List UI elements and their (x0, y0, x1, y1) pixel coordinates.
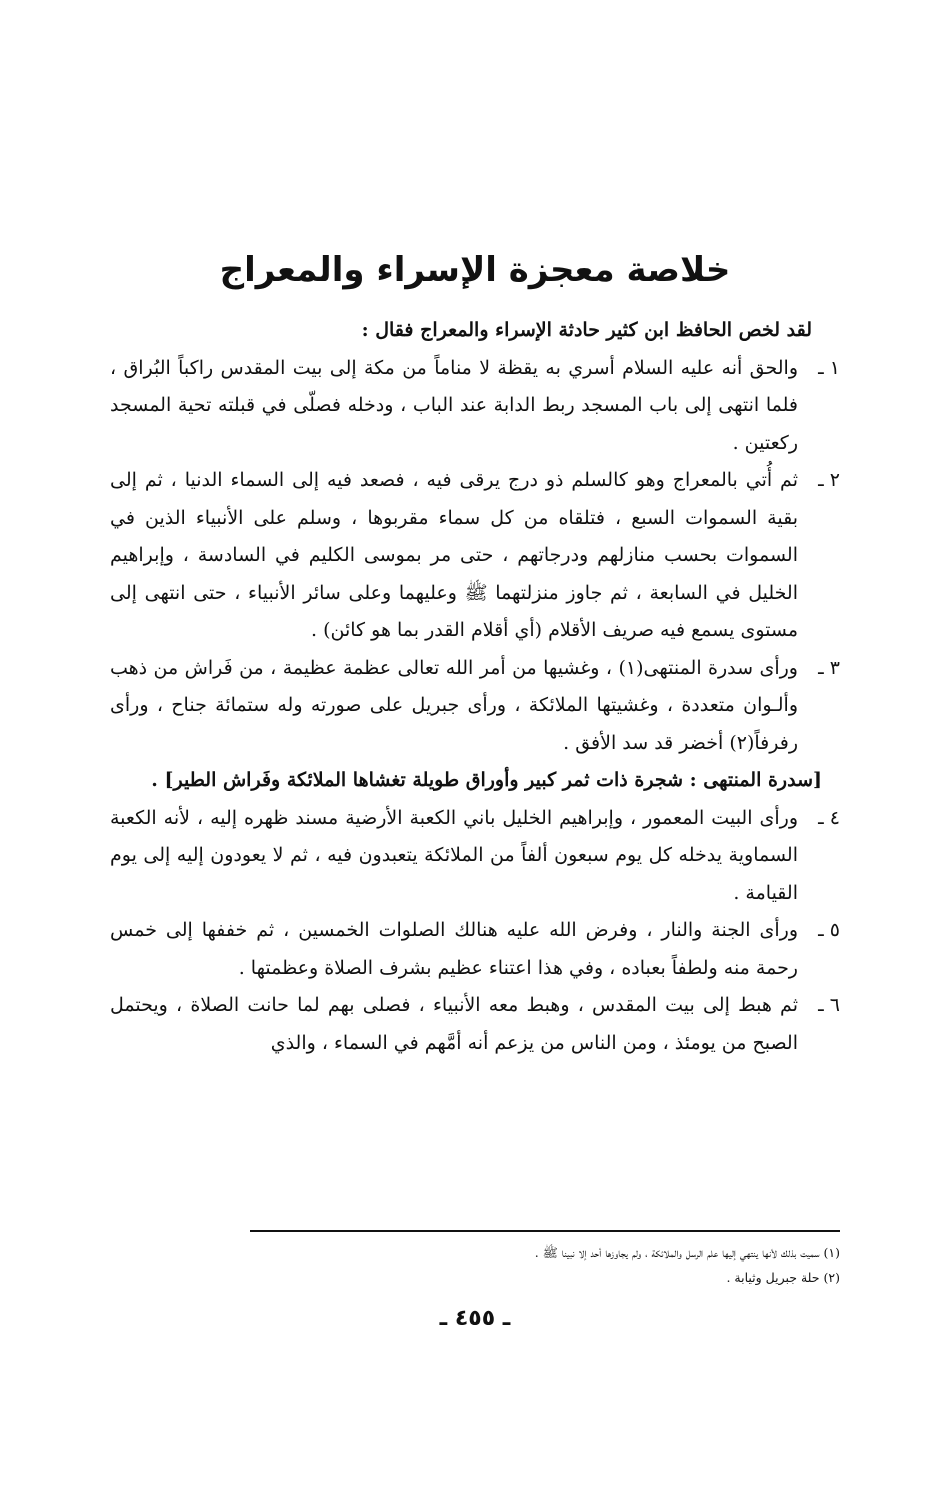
list-item-3 (110, 650, 840, 763)
list-item-2 (110, 462, 840, 650)
footnotes (250, 1240, 840, 1290)
list-item-6 (110, 987, 840, 1062)
list-item-5 (110, 912, 840, 987)
item-text: ورأى الجنة والنار ، وفرض الله عليه هنالك الصلوات الخمسين ، ثم خففها إلى خمس رحمة منه ولطفاً بعباده ، وفي هذا اعتناء عظيم بشرف الصلاة وعظمتها . (110, 919, 798, 979)
page-number: ـ ٤٥٥ ـ (439, 1306, 511, 1331)
item-number: ٦ ـ (818, 994, 840, 1016)
page-title: خلاصة معجزة الإسراء والمعراج (219, 249, 731, 290)
item-number: ٣ ـ (818, 656, 840, 679)
footnote-2: (٢) حلة جبريل وثيابة . (726, 1270, 840, 1285)
item-text: ثم هبط إلى بيت المقدس ، وهبط معه الأنبياء ، فصلى بهم لما حانت الصلاة ، ويحتمل الصبح من يومئذ ، ومن الناس من يزعم أنه أمَّهم في السماء ، والذي (110, 994, 798, 1054)
item-text: والحق أنه عليه السلام أسري به يقظة لا مناماً من مكة إلى بيت المقدس راكباً البُراق ، فلما انتهى إلى باب المسجد ربط الدابة عند الباب ، ودخله فصلّى في قبلته تحية المسجد ركعتين . (110, 356, 798, 454)
definition-note: [سدرة المنتهى : شجرة ذات ثمر كبير وأوراق طويلة تغشاها الملائكة وفَراش الطير] . (151, 769, 822, 791)
item-number: ٢ ـ (818, 469, 840, 491)
main-text (110, 312, 840, 1062)
footnote-1: (١) سميت بذلك لأنها ينتهي إليها علم الرسل والملائكة ، ولم يجاوزها أحد إلا نبينا ﷺ . (534, 1245, 840, 1260)
item-number: ٥ ـ (818, 919, 840, 941)
footnote-divider (250, 1230, 840, 1232)
item-number: ٤ ـ (818, 806, 840, 829)
intro-paragraph: لقد لخص الحافظ ابن كثير حادثة الإسراء والمعراج فقال : (361, 319, 812, 341)
item-text: ورأى سدرة المنتهى(١) ، وغشيها من أمر الله تعالى عظمة عظيمة ، من فَراش من ذهب وألـوان متعددة ، وغشيتها الملائكة ، ورأى جبريل على صورته وله ستمائة جناح ، ورأى رفرفاً(٢) أخضر قد سد الأفق . (110, 656, 798, 754)
list-item-1 (110, 350, 840, 463)
item-text: ثم أُتي بالمعراج وهو كالسلم ذو درج يرقى فيه ، فصعد فيه إلى السماء الدنيا ، ثم إلى بقية السموات السبع ، فتلقاه من كل سماء مقربوها ، وسلم على الأنبياء الذين في السموات بحسب منازلهم ودرجاتهم ، حتى مر بموسى الكليم في السادسة ، وإبراهيم الخليل في السابعة ، ثم جاوز منزلتهما ﷺ وعليهما وعلى سائر الأنبياء ، حتى انتهى إلى مستوى يسمع فيه صريف الأقلام (أي أقلام القدر بما هو كائن) . (110, 469, 798, 641)
item-number: ١ ـ (818, 356, 840, 379)
list-item-4 (110, 800, 840, 913)
item-text: ورأى البيت المعمور ، وإبراهيم الخليل باني الكعبة الأرضية مسند ظهره إليه ، لأنه الكعبة السماوية يدخله كل يوم سبعون ألفاً من الملائكة يتعبدون فيه ، ثم لا يعودون إليه إلى يوم القيامة . (110, 806, 798, 904)
